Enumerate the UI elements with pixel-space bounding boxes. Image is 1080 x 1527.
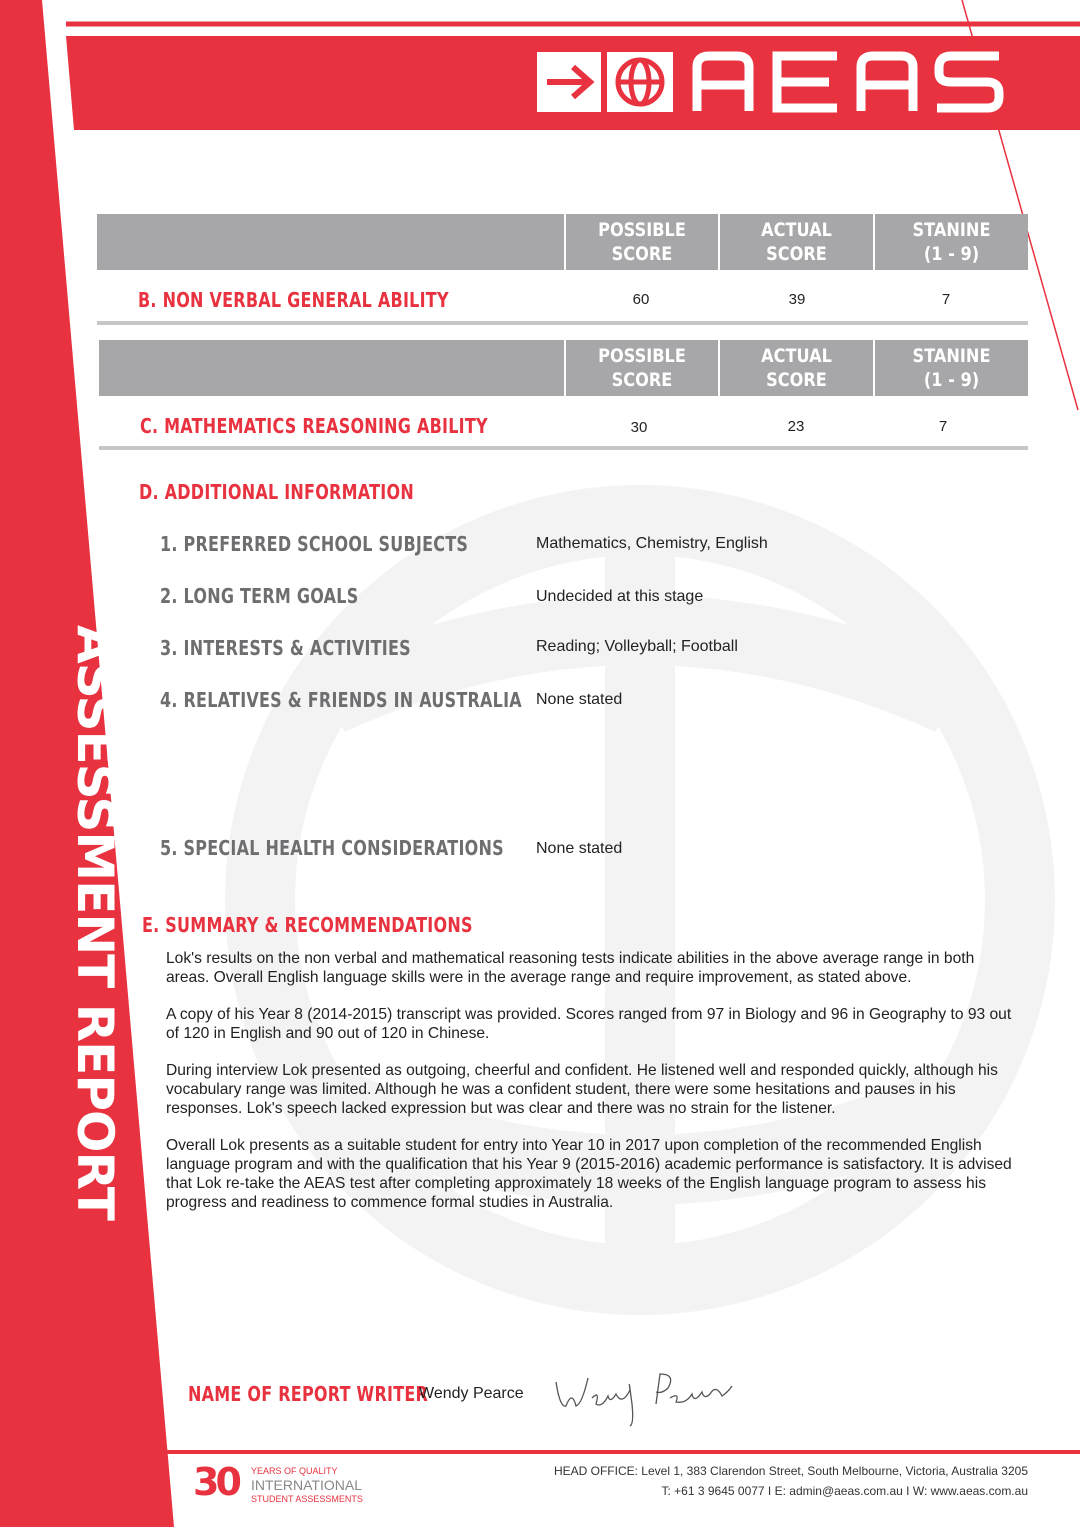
footer-office: HEAD OFFICE: Level 1, 383 Clarendon Street, South Melbourne, Victoria, Australia 3205 (553, 1464, 1028, 1478)
score-table-b (97, 214, 1028, 326)
section-c-possible: 30 (630, 419, 648, 436)
section-c-label: C. MATHEMATICS REASONING ABILITY (140, 414, 488, 438)
score-table-c (99, 340, 1028, 452)
summary-paragraph: Overall Lok presents as a suitable student for entry into Year 10 in 2017 upon completion of the recommended English language program and with the qualification that his Year 9 (2015-2016) academic performance is satisfactory. It is advised that Lok re-take the AEAS test after completing approximately 18 weeks of the English language program to assess his progress and readiness to commence formal studies in Australia. (166, 1137, 1012, 1211)
section-d-title: D. ADDITIONAL INFORMATION (139, 480, 414, 504)
header-actual-score: ACTUAL SCORE (761, 345, 832, 391)
section-b-stanine: 7 (941, 291, 951, 308)
anniversary-badge (193, 1460, 363, 1508)
info-value-interests: Reading; Volleyball; Football (536, 638, 738, 655)
header-possible-score: POSSIBLE SCORE (598, 345, 686, 391)
section-b-actual: 39 (788, 291, 806, 308)
header-possible-score: POSSIBLE SCORE (598, 219, 686, 265)
info-label-health: 5. SPECIAL HEALTH CONSIDERATIONS (160, 836, 504, 860)
info-label-interests: 3. INTERESTS & ACTIVITIES (160, 636, 411, 660)
signature (552, 1364, 752, 1434)
signature-image (552, 1364, 752, 1434)
aeas-wordmark (697, 56, 999, 111)
info-value-relatives: None stated (536, 691, 623, 708)
badge-number: 30 (193, 1460, 238, 1504)
report-writer-label: NAME OF REPORT WRITER (188, 1382, 429, 1406)
sidebar-title-text: ASSESSMENT REPORT (66, 625, 124, 1220)
info-label-relatives: 4. RELATIVES & FRIENDS IN AUSTRALIA (160, 688, 522, 712)
header-stanine: STANINE (1 - 9) (912, 345, 991, 391)
header-stanine: STANINE (1 - 9) (912, 219, 991, 265)
section-b-possible: 60 (632, 291, 650, 308)
info-label-goals: 2. LONG TERM GOALS (160, 584, 359, 608)
footer-contact: T: +61 3 9645 0077 I E: admin@aeas.com.au I W: www.aeas.com.au (661, 1484, 1028, 1498)
badge-line2: INTERNATIONAL (251, 1477, 362, 1493)
divider (99, 446, 1028, 450)
info-value-health: None stated (536, 840, 623, 857)
info-label-subjects: 1. PREFERRED SCHOOL SUBJECTS (160, 532, 469, 556)
section-c-actual: 23 (787, 418, 805, 435)
divider (97, 321, 1028, 325)
sidebar-title (45, 625, 125, 1220)
summary-paragraph: During interview Lok presented as outgoing, cheerful and confident. He listened well and responded quickly, although his vocabulary range was limited. Although he was a confident student, there were some hesitations and pauses in his responses. Lok's speech lacked expression but was clear and there was no strain for the listener. (166, 1062, 998, 1117)
report-writer-name: Wendy Pearce (419, 1385, 524, 1402)
badge-line3: STUDENT ASSESSMENTS (251, 1494, 363, 1504)
info-value-subjects: Mathematics, Chemistry, English (536, 535, 768, 552)
score-header-row (99, 340, 1028, 396)
section-c-stanine: 7 (938, 418, 948, 435)
section-b-label: B. NON VERBAL GENERAL ABILITY (138, 288, 449, 312)
info-value-goals: Undecided at this stage (536, 588, 704, 605)
header-actual-score: ACTUAL SCORE (761, 219, 832, 265)
aeas-logo-mark (537, 51, 1007, 113)
badge-line1: YEARS OF QUALITY (251, 1466, 338, 1476)
summary-paragraph: A copy of his Year 8 (2014-2015) transcript was provided. Scores ranged from 97 in Biology and 96 in Geography to 93 out of 120 in English and 90 out of 120 in Chinese. (166, 1006, 1012, 1042)
aeas-logo (537, 51, 1007, 113)
summary-paragraph: Lok's results on the non verbal and mathematical reasoning tests indicate abilities in the above average range in both areas. Overall English language skills were in the average range and require improvement, as stated above. (166, 950, 975, 986)
section-e-title: E. SUMMARY & RECOMMENDATIONS (142, 913, 473, 937)
score-header-row (97, 214, 1028, 270)
